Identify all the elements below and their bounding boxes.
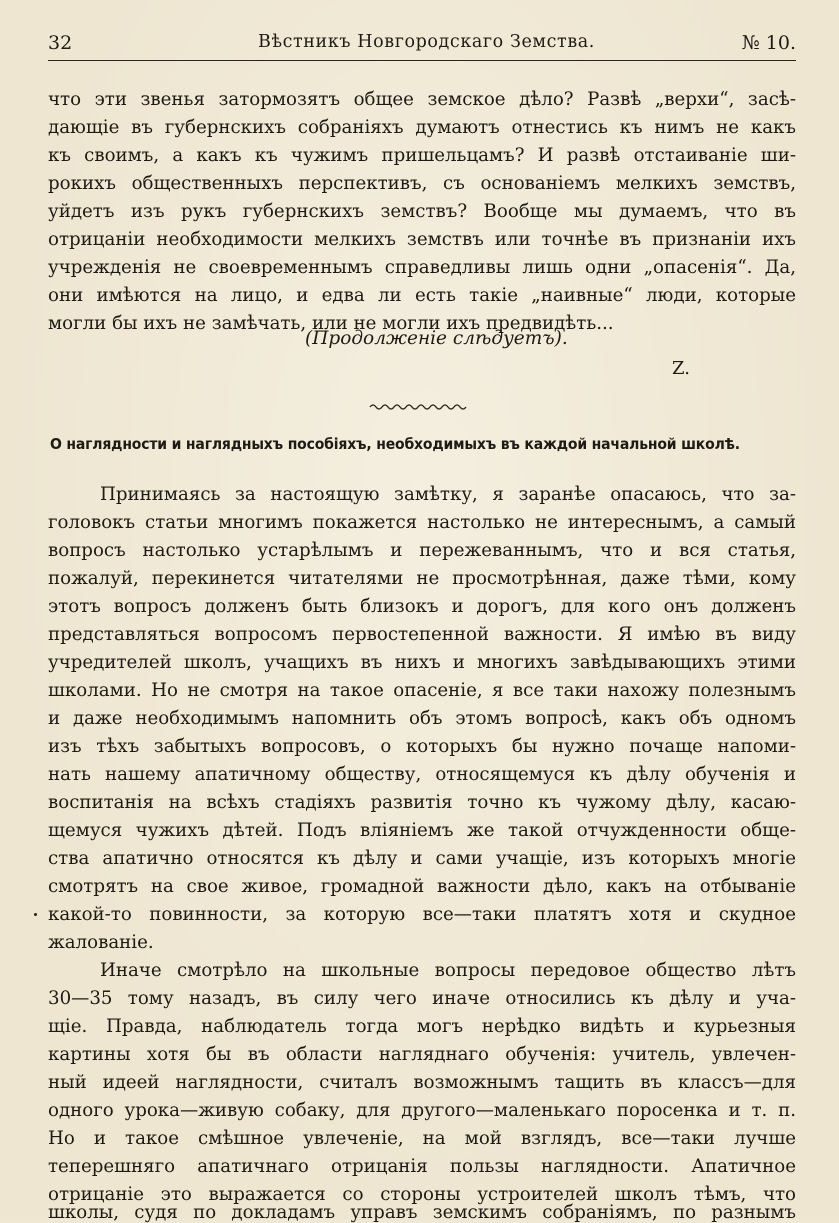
text-line: какой-то повинности, за которую все—таки платятъ хотя и скудное	[48, 904, 796, 925]
text-line: отрицаніе это выражается со стороны устроителей школъ тѣмъ, что	[48, 1184, 796, 1205]
text-line: жалованіе.	[48, 932, 154, 953]
issue-number: № 10.	[741, 32, 796, 54]
text-line: вопросъ настолько устарѣлымъ и пережеваннымъ, что и вся статья,	[48, 540, 796, 561]
running-header	[48, 32, 796, 58]
text-line: могли бы ихъ не замѣчать, или не могли ихъ предвидѣть...	[48, 313, 614, 334]
text-line: щемуся чужихъ дѣтей. Подъ вліяніемъ же такой отчужденности обще-	[48, 820, 796, 841]
author-signature: Z.	[672, 358, 690, 379]
text-line: воспитанія на всѣхъ стадіяхъ развитія точно къ чужому дѣлу, касаю-	[48, 792, 796, 813]
text-line: Иначе смотрѣло на школьные вопросы передовое общество лѣтъ	[100, 960, 796, 981]
text-line: школами. Но не смотря на такое опасеніе, я все таки нахожу полезнымъ	[48, 680, 796, 701]
text-line: отрицаніи необходимости мелкихъ земствъ или точнѣе въ признаніи ихъ	[48, 229, 796, 250]
text-line: къ своимъ, а какъ къ чужимъ пришельцамъ? И развѣ отстаиваніе ши-	[48, 145, 796, 166]
text-line: нать нашему апатичному обществу, относящемуся къ дѣлу обученія и	[48, 764, 796, 785]
text-line: уйдетъ изъ рукъ губернскихъ земствъ? Вообще мы думаемъ, что въ	[48, 201, 796, 222]
text-line: одного урока—живую собаку, для другого—маленькаго поросенка и т. п.	[48, 1100, 796, 1121]
text-line: теперешняго апатичнаго отрицанія пользы наглядности. Апатичное	[48, 1156, 796, 1177]
continuation-note: (Продолженіе слѣдуетъ).	[305, 328, 568, 349]
text-line: ный идеей наглядности, считалъ возможнымъ тащить въ классъ—для	[48, 1072, 796, 1093]
journal-title: Вѣстникъ Новгородскаго Земства.	[258, 32, 595, 52]
text-line: школы, судя по докладамъ управъ земскимъ собраніямъ, по разнымъ	[48, 1202, 796, 1223]
header-rule	[48, 60, 796, 61]
text-line: дающіе въ губернскихъ собраніяхъ думаютъ отнестись къ нимъ не какъ	[48, 117, 796, 138]
section-divider-ornament	[370, 402, 466, 412]
text-line: щіе. Правда, наблюдатель тогда могъ нерѣдко видѣть и курьезныя	[48, 1016, 796, 1037]
text-line: головокъ статьи многимъ покажется настолько не интереснымъ, а самый	[48, 512, 796, 533]
text-line: Принимаясь за настоящую замѣтку, я заранѣе опасаюсь, что за-	[100, 484, 796, 505]
text-line: рокихъ общественныхъ перспективъ, съ основаніемъ мелкихъ земствъ,	[48, 173, 796, 194]
text-line: ства апатично относятся къ дѣлу и сами учащіе, изъ которыхъ многіе	[48, 848, 796, 869]
text-line: представляться вопросомъ первостепенной важности. Я имѣю въ виду	[48, 624, 796, 645]
text-line: что эти звенья затормозятъ общее земское дѣло? Развѣ „верхи“, засѣ-	[48, 89, 796, 110]
page-number: 32	[48, 32, 73, 54]
text-line: 30—35 тому назадъ, въ силу чего иначе относились къ дѣлу и уча-	[48, 988, 796, 1009]
article-title: О наглядности и наглядныхъ пособіяхъ, необходимыхъ въ каждой начальной школѣ.	[50, 435, 740, 453]
text-line: Но и такое смѣшное увлеченіе, на мой взглядъ, все—таки лучше	[48, 1128, 796, 1149]
text-line: учредителей школъ, учащихъ въ нихъ и многихъ завѣдывающихъ этими	[48, 652, 796, 673]
text-line: пожалуй, перекинется читателями не просмотрѣнная, даже тѣми, кому	[48, 568, 796, 589]
text-line: смотрятъ на свое живое, громадной важности дѣло, какъ на отбываніе	[48, 876, 796, 897]
text-line: картины хотя бы въ области нагляднаго обученія: учитель, увлечен-	[48, 1044, 796, 1065]
print-speck	[34, 913, 37, 916]
text-line: этотъ вопросъ долженъ быть близокъ и дорогъ, для кого онъ долженъ	[48, 596, 796, 617]
text-line: учрежденія не своевременнымъ справедливы лишь одни „опасенія“. Да,	[48, 257, 796, 278]
text-line: они имѣются на лицо, и едва ли есть такіе „наивные“ люди, которые	[48, 285, 796, 306]
text-line: изъ тѣхъ забытыхъ вопросовъ, о которыхъ бы нужно почаще напоми-	[48, 736, 796, 757]
text-line: и даже необходимымъ напомнить объ этомъ вопросѣ, какъ объ одномъ	[48, 708, 796, 729]
